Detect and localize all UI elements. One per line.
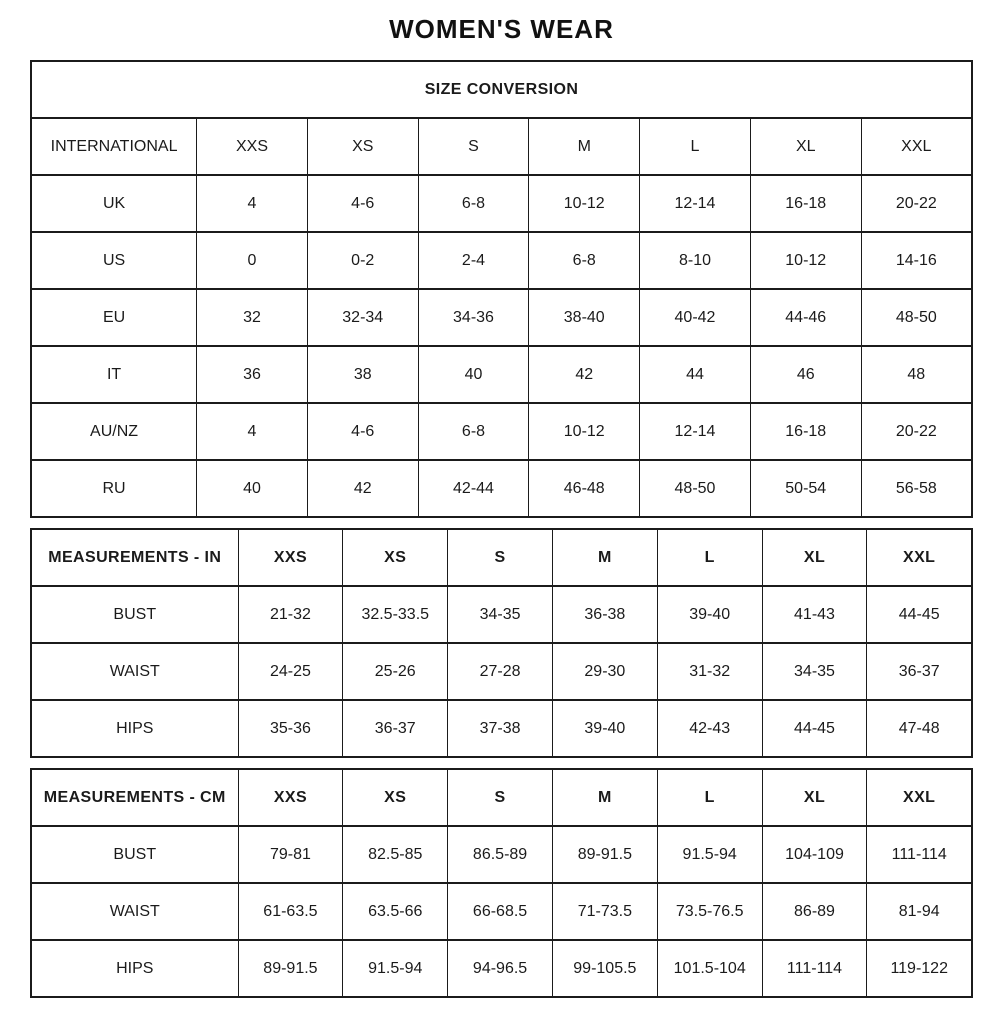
row-label: HIPS [31, 700, 238, 757]
column-header-m: M [552, 529, 657, 586]
table-cell: 63.5-66 [343, 883, 448, 940]
table-cell: 2-4 [418, 232, 529, 289]
page-title: WOMEN'S WEAR [389, 14, 614, 44]
column-header-l: L [657, 769, 762, 826]
table-header-row [31, 769, 972, 826]
table-cell: 66-68.5 [448, 883, 553, 940]
table-cell: 25-26 [343, 643, 448, 700]
row-label: BUST [31, 586, 238, 643]
table-cell: 40 [418, 346, 529, 403]
row-label: AU/NZ [31, 403, 197, 460]
table-cell: 44 [640, 346, 751, 403]
table-cell: 42 [529, 346, 640, 403]
table-cell: 44-45 [762, 700, 867, 757]
table-cell: 32 [197, 289, 308, 346]
table-row [31, 289, 972, 346]
row-label: RU [31, 460, 197, 517]
table-cell: 27-28 [448, 643, 553, 700]
row-label: UK [31, 175, 197, 232]
table-cell: 20-22 [861, 175, 972, 232]
table-cell: 48 [861, 346, 972, 403]
measurements-in-table [30, 528, 973, 758]
table-cell: 0 [197, 232, 308, 289]
column-header-s: S [448, 769, 553, 826]
table-cell: 86-89 [762, 883, 867, 940]
table-cell: 46 [750, 346, 861, 403]
table-row [31, 232, 972, 289]
table-cell: 4-6 [307, 403, 418, 460]
table-cell: 39-40 [657, 586, 762, 643]
table-cell: 4 [197, 403, 308, 460]
table-cell: 32.5-33.5 [343, 586, 448, 643]
table-cell: 73.5-76.5 [657, 883, 762, 940]
table-cell: 36-38 [552, 586, 657, 643]
column-header-xs: XS [343, 529, 448, 586]
table-cell: 16-18 [750, 175, 861, 232]
table-cell: 111-114 [867, 826, 972, 883]
measurements-cm-table [30, 768, 973, 998]
table-cell: 16-18 [750, 403, 861, 460]
table-cell: 79-81 [238, 826, 343, 883]
table-cell: 6-8 [418, 175, 529, 232]
table-cell: 4 [197, 175, 308, 232]
column-header-l: L [640, 118, 751, 175]
table-cell: 46-48 [529, 460, 640, 517]
column-header-international: INTERNATIONAL [31, 118, 197, 175]
row-label: BUST [31, 826, 238, 883]
table-cell: 82.5-85 [343, 826, 448, 883]
table-cell: 71-73.5 [552, 883, 657, 940]
table-row [31, 826, 972, 883]
table-cell: 40-42 [640, 289, 751, 346]
table-cell: 42-43 [657, 700, 762, 757]
row-label: US [31, 232, 197, 289]
table-cell: 111-114 [762, 940, 867, 997]
table-row [31, 175, 972, 232]
column-header-m: M [552, 769, 657, 826]
table-cell: 47-48 [867, 700, 972, 757]
table-cell: 99-105.5 [552, 940, 657, 997]
column-header-xl: XL [762, 529, 867, 586]
table-cell: 6-8 [418, 403, 529, 460]
table-row [31, 643, 972, 700]
table-cell: 10-12 [750, 232, 861, 289]
column-header-l: L [657, 529, 762, 586]
table-cell: 21-32 [238, 586, 343, 643]
table-cell: 36-37 [343, 700, 448, 757]
table-cell: 36 [197, 346, 308, 403]
column-header-s: S [418, 118, 529, 175]
table-cell: 41-43 [762, 586, 867, 643]
table-cell: 20-22 [861, 403, 972, 460]
table-cell: 44-46 [750, 289, 861, 346]
column-header-xxl: XXL [867, 529, 972, 586]
table-header: SIZE CONVERSION [31, 61, 972, 118]
column-header-xl: XL [750, 118, 861, 175]
column-header-xl: XL [762, 769, 867, 826]
table-cell: 12-14 [640, 175, 751, 232]
table-cell: 39-40 [552, 700, 657, 757]
column-header-xxs: XXS [238, 769, 343, 826]
table-cell: 56-58 [861, 460, 972, 517]
table-cell: 94-96.5 [448, 940, 553, 997]
column-header-s: S [448, 529, 553, 586]
table-cell: 36-37 [867, 643, 972, 700]
table-cell: 42-44 [418, 460, 529, 517]
table-cell: 89-91.5 [238, 940, 343, 997]
table-cell: 34-35 [448, 586, 553, 643]
table-header-row [31, 529, 972, 586]
table-cell: 81-94 [867, 883, 972, 940]
table-cell: 42 [307, 460, 418, 517]
table-cell: 40 [197, 460, 308, 517]
table-cell: 91.5-94 [343, 940, 448, 997]
table-row [31, 460, 972, 517]
column-header-xxs: XXS [238, 529, 343, 586]
table-cell: 44-45 [867, 586, 972, 643]
table-header: MEASUREMENTS - IN [31, 529, 238, 586]
column-header-m: M [529, 118, 640, 175]
column-header-xs: XS [343, 769, 448, 826]
table-cell: 34-36 [418, 289, 529, 346]
table-cell: 35-36 [238, 700, 343, 757]
row-label: EU [31, 289, 197, 346]
table-row [31, 403, 972, 460]
table-cell: 38 [307, 346, 418, 403]
row-label: WAIST [31, 883, 238, 940]
table-cell: 8-10 [640, 232, 751, 289]
table-cell: 61-63.5 [238, 883, 343, 940]
table-cell: 24-25 [238, 643, 343, 700]
table-row [31, 883, 972, 940]
table-cell: 10-12 [529, 403, 640, 460]
table-cell: 91.5-94 [657, 826, 762, 883]
table-cell: 10-12 [529, 175, 640, 232]
table-cell: 14-16 [861, 232, 972, 289]
table-cell: 4-6 [307, 175, 418, 232]
table-row [31, 346, 972, 403]
column-header-xxs: XXS [197, 118, 308, 175]
row-label: WAIST [31, 643, 238, 700]
table-cell: 32-34 [307, 289, 418, 346]
table-cell: 89-91.5 [552, 826, 657, 883]
column-header-xxl: XXL [867, 769, 972, 826]
column-header-xs: XS [307, 118, 418, 175]
table-cell: 6-8 [529, 232, 640, 289]
table-cell: 38-40 [529, 289, 640, 346]
column-header-xxl: XXL [861, 118, 972, 175]
table-cell: 101.5-104 [657, 940, 762, 997]
table-cell: 37-38 [448, 700, 553, 757]
table-cell: 86.5-89 [448, 826, 553, 883]
table-cell: 48-50 [640, 460, 751, 517]
table-row [31, 700, 972, 757]
table-cell: 12-14 [640, 403, 751, 460]
table-header: MEASUREMENTS - CM [31, 769, 238, 826]
row-label: HIPS [31, 940, 238, 997]
table-cell: 50-54 [750, 460, 861, 517]
row-label: IT [31, 346, 197, 403]
size-conversion-table [30, 60, 973, 518]
table-cell: 0-2 [307, 232, 418, 289]
table-header-row [31, 61, 972, 118]
table-cell: 48-50 [861, 289, 972, 346]
table-row [31, 586, 972, 643]
table-cell: 119-122 [867, 940, 972, 997]
table-cell: 31-32 [657, 643, 762, 700]
table-cell: 29-30 [552, 643, 657, 700]
column-header-row [31, 118, 972, 175]
table-row [31, 940, 972, 997]
table-cell: 104-109 [762, 826, 867, 883]
table-cell: 34-35 [762, 643, 867, 700]
